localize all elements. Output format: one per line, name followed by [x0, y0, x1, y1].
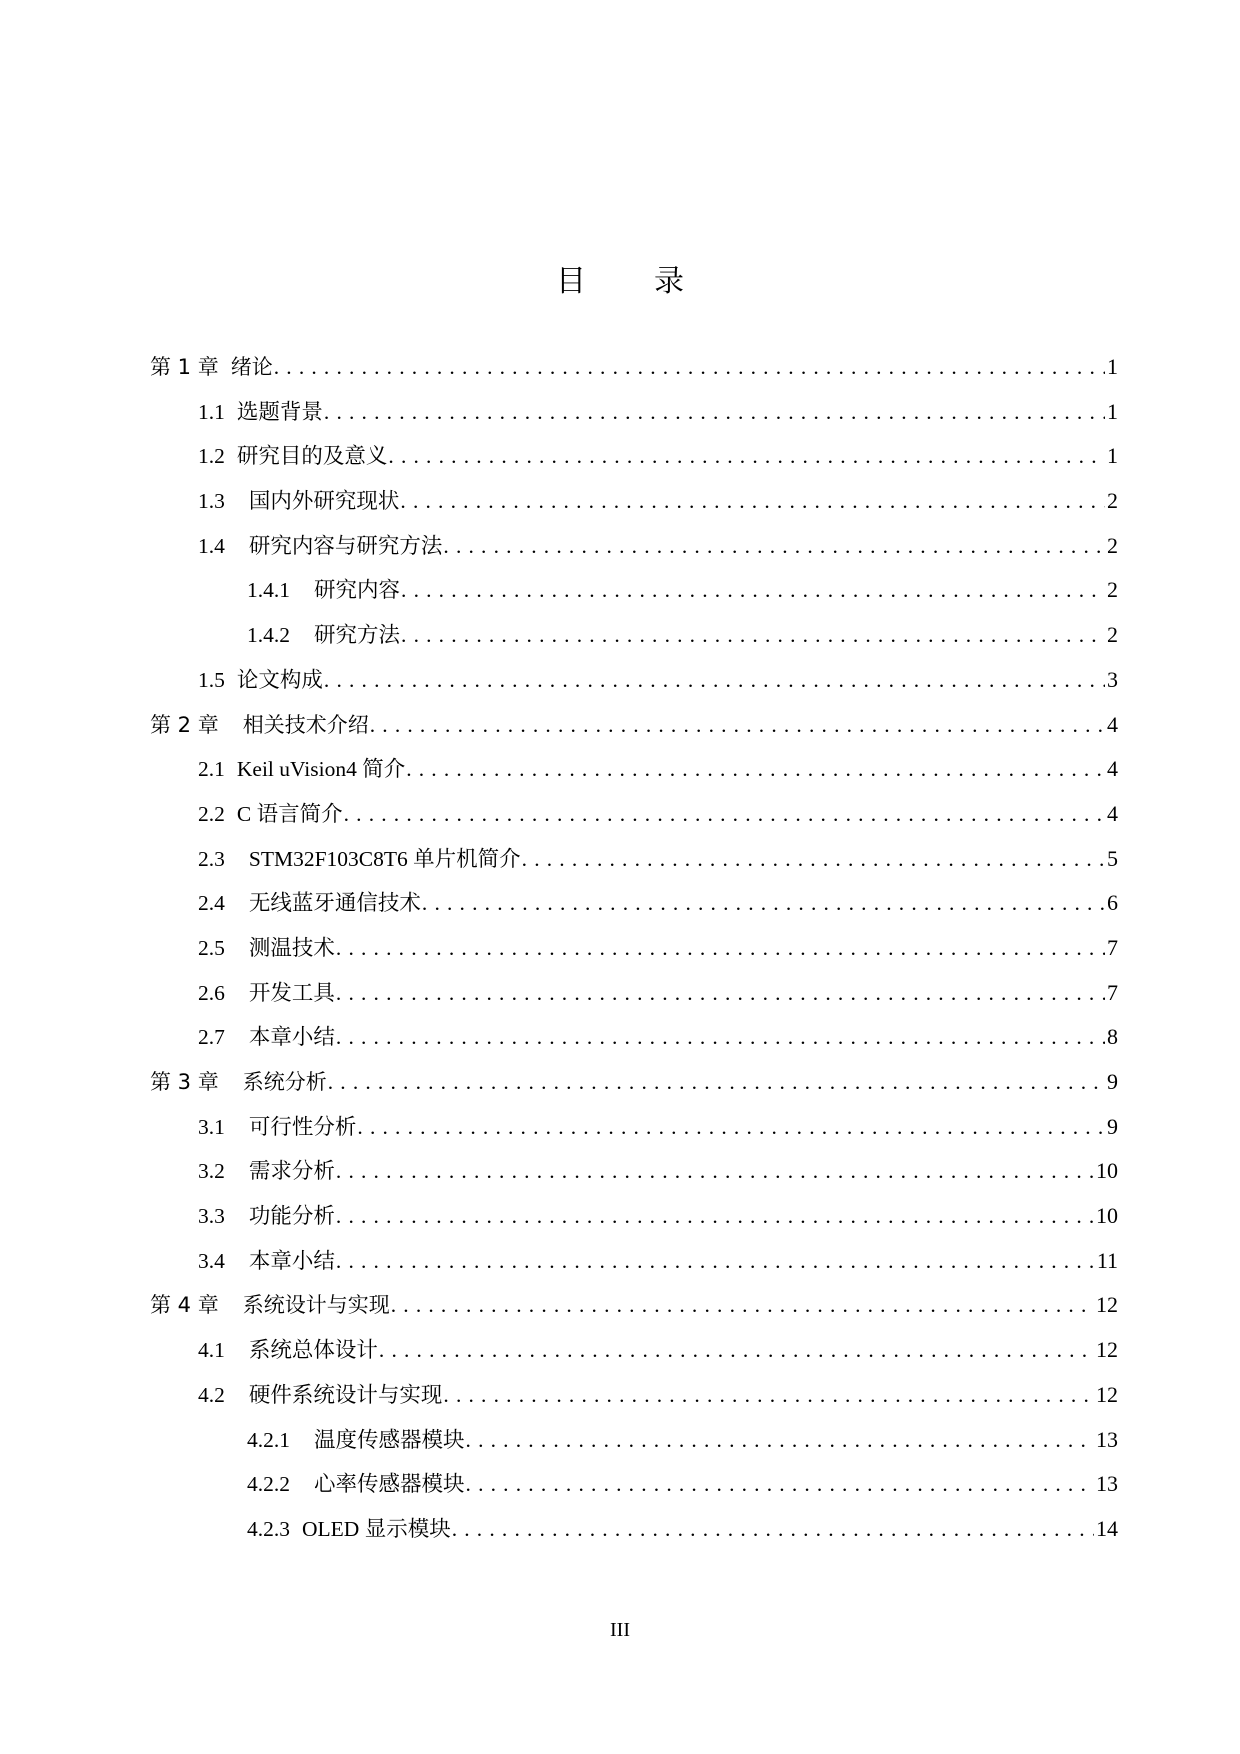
toc-entry-1-3[interactable] — [150, 479, 1118, 524]
toc-entry-1-5[interactable] — [150, 658, 1118, 703]
toc-entry-label: C 语言简介 — [236, 801, 343, 826]
toc-entry-2-4[interactable] — [150, 881, 1118, 926]
toc-entry-label: 无线蓝牙通信技术 — [248, 891, 421, 916]
toc-entry-4-2-1[interactable] — [150, 1418, 1118, 1463]
dot-leader — [336, 1149, 1094, 1194]
toc-entry-number: 2.7 — [198, 1025, 225, 1050]
toc-entry-number: 3.1 — [198, 1114, 225, 1139]
toc-entry-page: 4 — [1107, 756, 1118, 782]
dot-leader — [391, 1283, 1094, 1328]
dot-leader — [401, 613, 1105, 658]
dot-leader — [406, 747, 1105, 792]
dot-leader — [452, 1507, 1094, 1552]
toc-entry-number: 2.5 — [198, 935, 225, 960]
toc-entry-number: 第 3 章 — [150, 1070, 219, 1094]
toc-entry-2-1[interactable] — [150, 747, 1118, 792]
toc-entry-label: 开发工具 — [248, 980, 335, 1005]
toc-entry-label: Keil uVision4 简介 — [236, 757, 406, 782]
toc-entry-page: 9 — [1107, 1113, 1118, 1139]
toc-entry-number: 4.2.2 — [247, 1472, 290, 1497]
toc-entry-number: 2.4 — [198, 891, 225, 916]
toc-entry-page: 14 — [1096, 1515, 1118, 1541]
toc-entry-page: 5 — [1107, 845, 1118, 871]
toc-entry-label: 系统设计与实现 — [242, 1293, 390, 1318]
toc-entry-page: 9 — [1107, 1069, 1118, 1094]
toc-entry-label: 论文构成 — [236, 667, 323, 692]
toc-entry-4-1[interactable] — [150, 1328, 1118, 1373]
toc-entry-3-4[interactable] — [150, 1239, 1118, 1284]
toc-entry-number: 1.3 — [198, 489, 225, 514]
toc-entry-2-7[interactable] — [150, 1015, 1118, 1060]
toc-entry-page: 12 — [1096, 1381, 1118, 1407]
toc-entry-3-1[interactable] — [150, 1105, 1118, 1150]
toc-entry-page: 4 — [1107, 800, 1118, 826]
toc-entry-number: 4.2 — [198, 1382, 225, 1407]
toc-entry-label: 本章小结 — [248, 1248, 335, 1273]
toc-entry-number: 4.2.1 — [247, 1427, 290, 1452]
toc-entry-number: 第 1 章 — [150, 355, 219, 379]
toc-entry-number: 1.2 — [198, 444, 225, 469]
toc-entry-label: 测温技术 — [248, 935, 335, 960]
toc-entry-page: 7 — [1107, 979, 1118, 1005]
toc-entry-4-2-2[interactable] — [150, 1462, 1118, 1507]
toc-entry-page: 6 — [1107, 890, 1118, 916]
toc-entry-number: 2.6 — [198, 980, 225, 1005]
toc-entry-page: 2 — [1107, 622, 1118, 648]
toc-entry-page: 2 — [1107, 577, 1118, 603]
dot-leader — [422, 881, 1105, 926]
dot-leader — [328, 1060, 1105, 1105]
toc-entry-page: 7 — [1107, 934, 1118, 960]
toc-entry-page: 2 — [1107, 532, 1118, 558]
dot-leader — [466, 1462, 1094, 1507]
dot-leader — [324, 390, 1105, 435]
toc-entry-label: 温度传感器模块 — [314, 1427, 465, 1452]
toc-entry-label: 可行性分析 — [248, 1114, 357, 1139]
dot-leader — [336, 926, 1105, 971]
toc-entry-label: 需求分析 — [248, 1159, 335, 1184]
toc-entry-page: 1 — [1107, 443, 1118, 469]
dot-leader — [522, 837, 1105, 882]
dot-leader — [443, 524, 1105, 569]
toc-entry-1-1[interactable] — [150, 390, 1118, 435]
toc-entry-chapter-1[interactable] — [150, 345, 1118, 390]
toc-entry-number: 3.3 — [198, 1204, 225, 1229]
toc-entry-page: 13 — [1096, 1426, 1118, 1452]
toc-entry-label: 相关技术介绍 — [242, 712, 369, 737]
toc-entry-chapter-2[interactable] — [150, 703, 1118, 748]
toc-entry-label: 研究内容与研究方法 — [248, 533, 443, 558]
toc-entry-1-4-1[interactable] — [150, 568, 1118, 613]
dot-leader — [336, 1239, 1095, 1284]
toc-entry-label: STM32F103C8T6 单片机简介 — [248, 846, 521, 871]
toc-entry-number: 2.1 — [198, 757, 225, 782]
toc-entry-label: 国内外研究现状 — [248, 489, 400, 514]
toc-entry-4-2[interactable] — [150, 1373, 1118, 1418]
toc-entry-number: 1.4 — [198, 533, 225, 558]
page-title — [0, 258, 1240, 306]
toc-entry-page: 2 — [1107, 488, 1118, 514]
toc-entry-3-2[interactable] — [150, 1149, 1118, 1194]
toc-entry-chapter-4[interactable] — [150, 1283, 1118, 1328]
dot-leader — [443, 1373, 1094, 1418]
toc-entry-2-6[interactable] — [150, 971, 1118, 1016]
dot-leader — [336, 971, 1105, 1016]
toc-entry-label: 硬件系统设计与实现 — [248, 1382, 443, 1407]
toc-entry-number: 1.4.1 — [247, 578, 290, 603]
toc-entry-page: 4 — [1107, 711, 1118, 737]
toc-entry-label: 绪论 — [230, 355, 273, 379]
toc-entry-1-4-2[interactable] — [150, 613, 1118, 658]
toc-entry-2-3[interactable] — [150, 837, 1118, 882]
dot-leader — [336, 1015, 1105, 1060]
toc-entry-label: 系统分析 — [242, 1070, 327, 1094]
toc-entry-number: 4.2.3 — [247, 1516, 290, 1541]
toc-entry-page: 1 — [1107, 354, 1118, 379]
toc-entry-page: 10 — [1096, 1158, 1118, 1184]
title-char-2: 录 — [654, 264, 684, 299]
toc-entry-number: 2.2 — [198, 801, 225, 826]
toc-entry-label: 功能分析 — [248, 1204, 335, 1229]
dot-leader — [324, 658, 1105, 703]
toc-entry-page: 12 — [1096, 1337, 1118, 1363]
toc-entry-3-3[interactable] — [150, 1194, 1118, 1239]
toc-entry-label: 系统总体设计 — [248, 1338, 378, 1363]
dot-leader — [388, 434, 1105, 479]
toc-entry-label: 研究内容 — [314, 578, 401, 603]
dot-leader — [401, 568, 1105, 613]
table-of-contents — [150, 345, 1118, 1552]
toc-entry-number: 第 4 章 — [150, 1293, 219, 1318]
title-char-1: 目 — [556, 264, 586, 299]
toc-entry-label: 心率传感器模块 — [314, 1472, 465, 1497]
toc-entry-number: 3.4 — [198, 1248, 225, 1273]
toc-entry-1-4[interactable] — [150, 524, 1118, 569]
dot-leader — [274, 345, 1105, 390]
toc-entry-label: 选题背景 — [236, 399, 323, 424]
toc-entry-number: 第 2 章 — [150, 712, 219, 737]
toc-entry-number: 4.1 — [198, 1338, 225, 1363]
dot-leader — [336, 1194, 1094, 1239]
toc-entry-label: 研究方法 — [314, 623, 401, 648]
toc-entry-2-5[interactable] — [150, 926, 1118, 971]
toc-entry-number: 1.5 — [198, 667, 225, 692]
toc-entry-page: 13 — [1096, 1471, 1118, 1497]
dot-leader — [370, 703, 1105, 748]
toc-entry-1-2[interactable] — [150, 434, 1118, 479]
toc-entry-label: OLED 显示模块 — [302, 1516, 451, 1541]
dot-leader — [400, 479, 1105, 524]
dot-leader — [357, 1105, 1105, 1150]
toc-entry-page: 10 — [1096, 1203, 1118, 1229]
toc-entry-page: 8 — [1107, 1024, 1118, 1050]
toc-entry-number: 1.4.2 — [247, 623, 290, 648]
toc-entry-2-2[interactable] — [150, 792, 1118, 837]
dot-leader — [379, 1328, 1094, 1373]
toc-entry-number: 3.2 — [198, 1159, 225, 1184]
toc-entry-number: 1.1 — [198, 399, 225, 424]
toc-entry-number: 2.3 — [198, 846, 225, 871]
toc-entry-page: 3 — [1107, 666, 1118, 692]
toc-entry-chapter-3[interactable] — [150, 1060, 1118, 1105]
toc-entry-page: 11 — [1096, 1247, 1118, 1273]
toc-entry-page: 12 — [1096, 1292, 1118, 1318]
toc-entry-page: 1 — [1107, 398, 1118, 424]
dot-leader — [344, 792, 1105, 837]
toc-entry-label: 本章小结 — [248, 1025, 335, 1050]
dot-leader — [466, 1418, 1094, 1463]
toc-entry-4-2-3[interactable] — [150, 1507, 1118, 1552]
toc-entry-label: 研究目的及意义 — [236, 444, 388, 469]
footer-page-number: III — [610, 1619, 630, 1641]
